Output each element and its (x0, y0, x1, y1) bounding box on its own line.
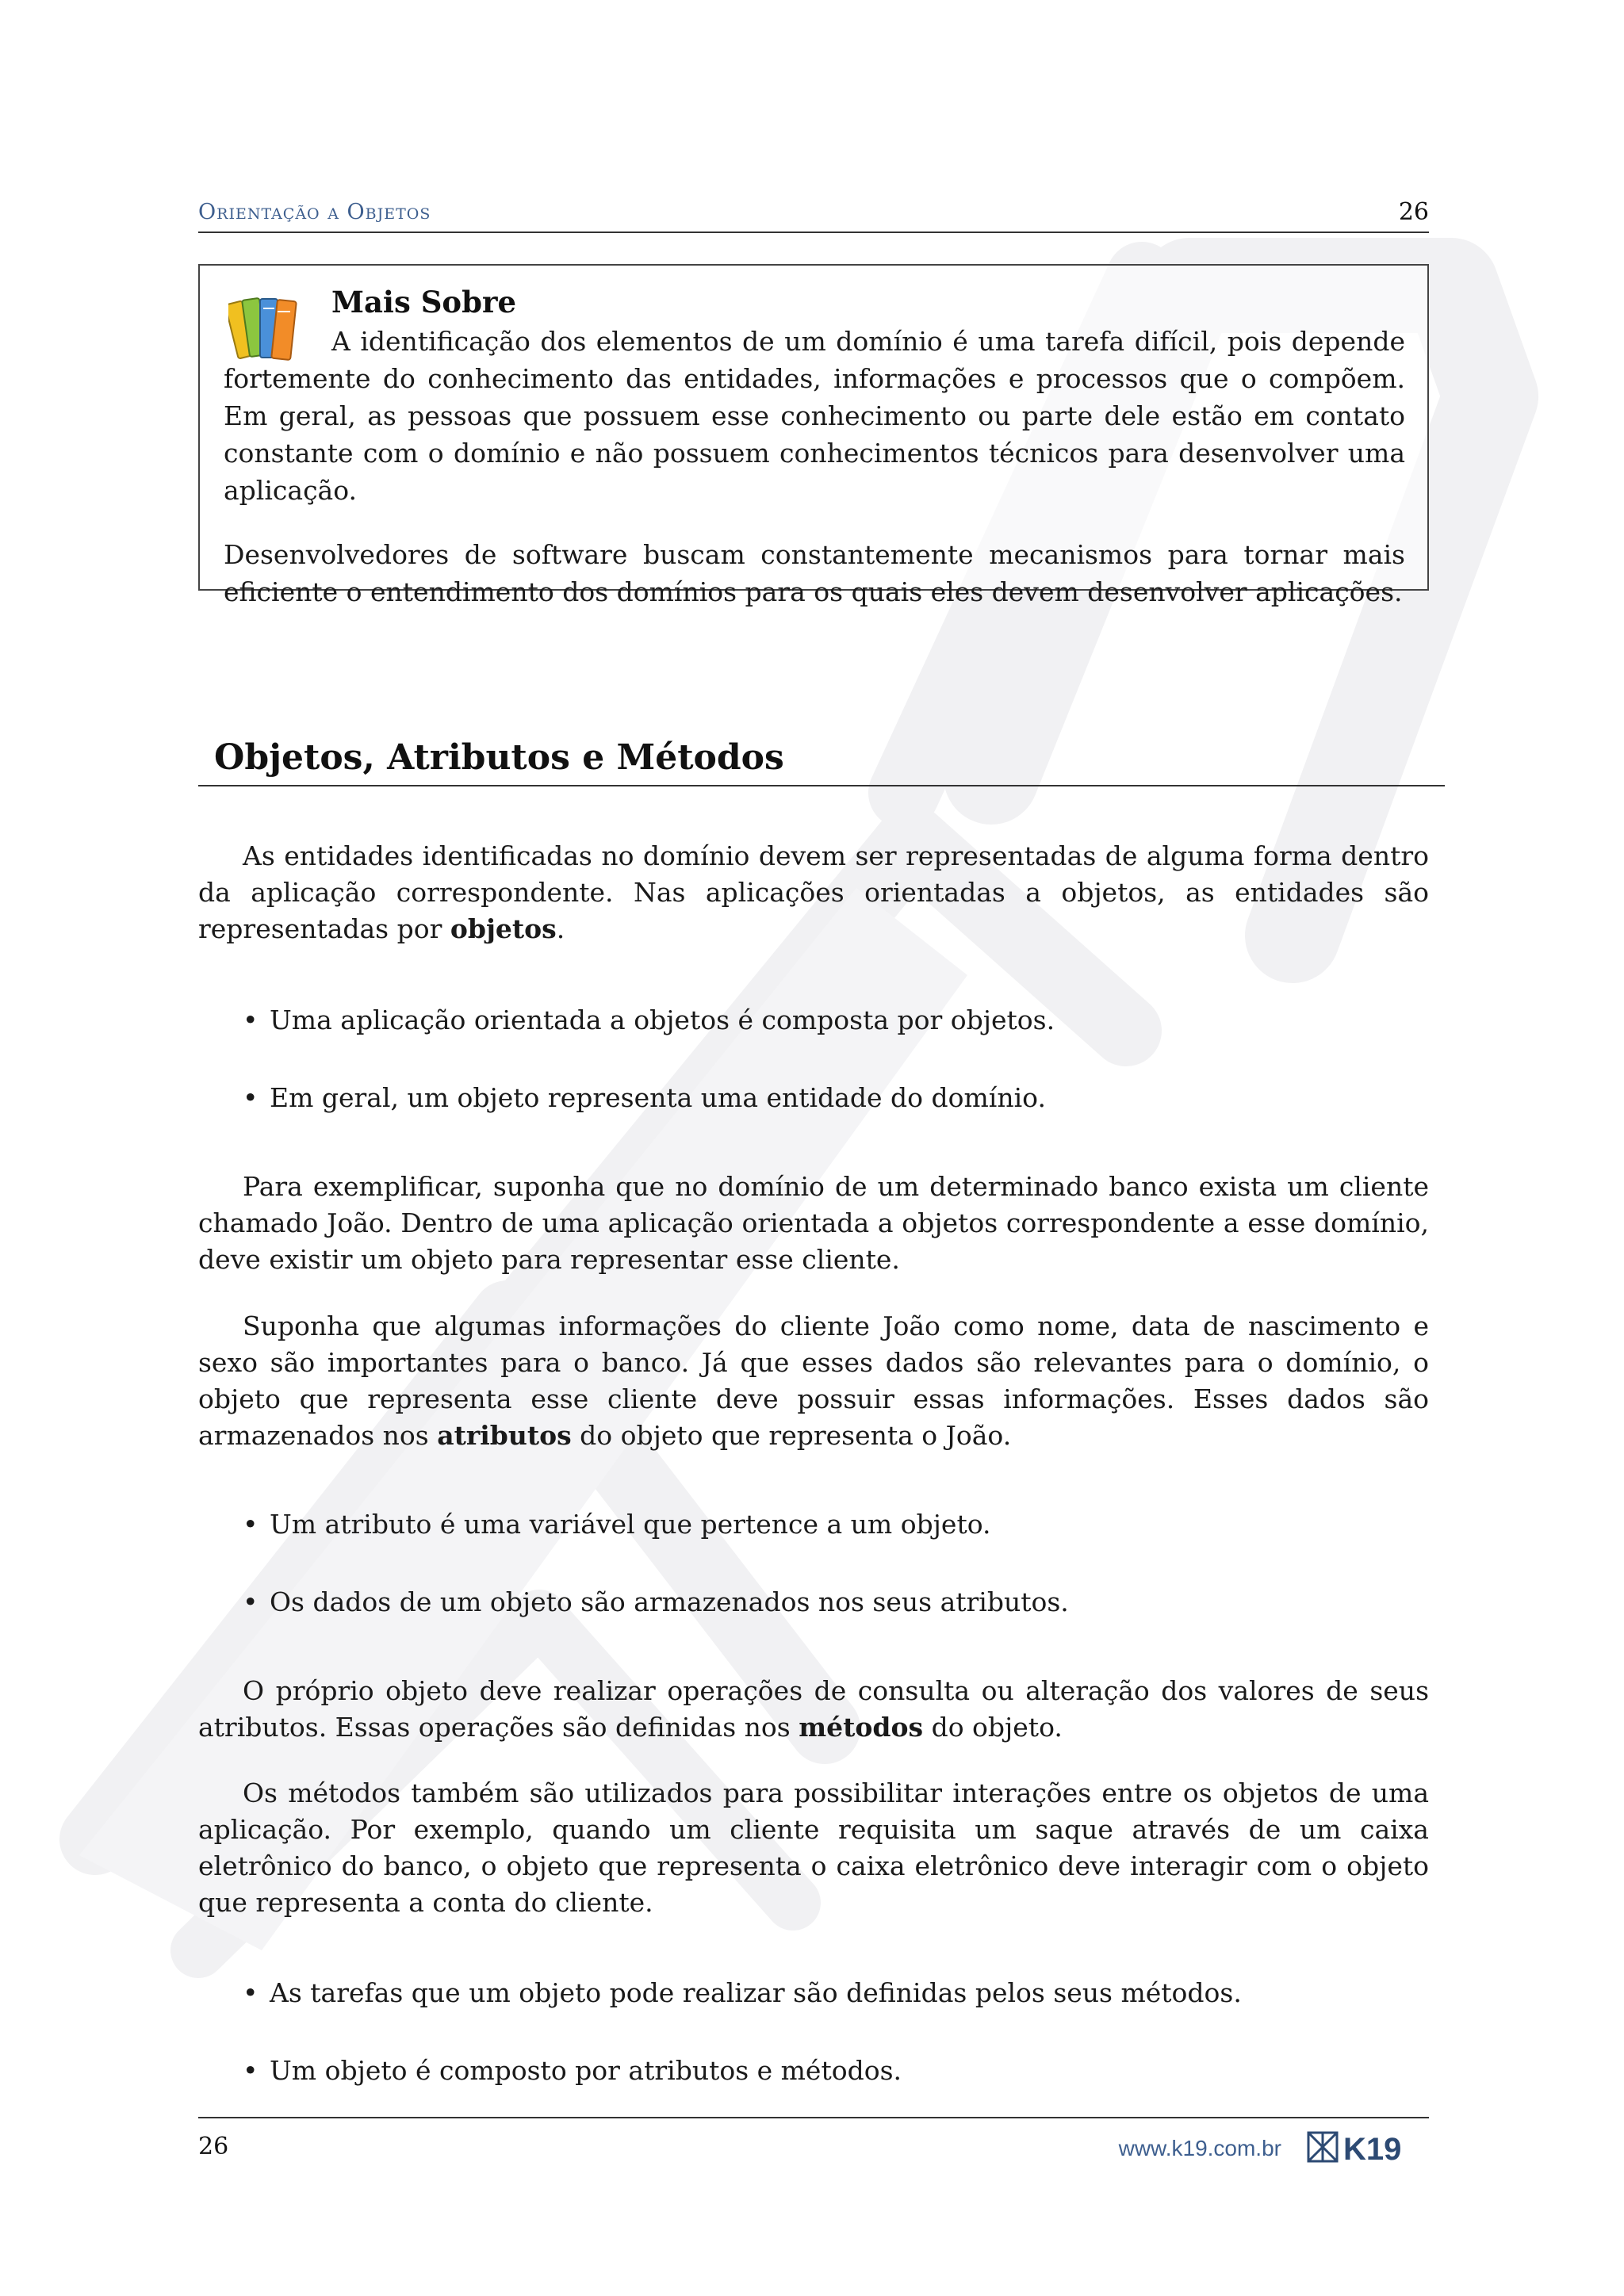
paragraph-4-bold: métodos (799, 1712, 924, 1743)
bullet-dot: • (243, 1509, 259, 1540)
paragraph-3-block (198, 1308, 1429, 1454)
note-body (224, 323, 1405, 610)
paragraph-3-text: Suponha que algumas informações do cliente João como nome, data de nascimento e sexo são importantes para o banco. Já que esses dados são relevantes para o domínio, o objeto que representa esse cliente deve possuir essas informações. Esses dados são armazenados nos (198, 1311, 1429, 1451)
list-item (198, 1002, 1429, 1039)
bullet-text: Uma aplicação orientada a objetos é composta por objetos. (270, 1004, 1055, 1035)
list-item (198, 1975, 1429, 2011)
mais-sobre-box (198, 264, 1429, 607)
paragraph-5-block (198, 1775, 1429, 1921)
note-paragraph-2: Desenvolvedores de software buscam constantemente mecanismos para tornar mais eficiente o entendimento dos domínios para os quais eles devem desenvolver aplicações. (224, 539, 1405, 607)
note-paragraph-1: A identificação dos elementos de um domínio é uma tarefa difícil, pois depende fortemente do conhecimento das entidades, informações e processos que o compõem. Em geral, as pessoas que possuem esse conhecimento ou parte dele estão em contato constante com o domínio e não possuem conhecimentos técnicos para desenvolver uma aplicação. (224, 326, 1405, 506)
list-item (198, 2053, 1429, 2089)
footer-url[interactable]: www.k19.com.br (1118, 2136, 1281, 2160)
bullet-dot: • (243, 2055, 259, 2086)
paragraph-4 (198, 1673, 1429, 1746)
bullet-list-2 (198, 1506, 1429, 1621)
paragraph-1-end: . (556, 913, 565, 944)
bullet-text: As tarefas que um objeto pode realizar são definidas pelos seus métodos. (270, 1977, 1242, 2008)
paragraph-2-block (198, 1169, 1429, 1278)
bullet-dot: • (243, 1004, 259, 1035)
paragraph-4-end: do objeto. (923, 1712, 1063, 1743)
paragraph-1-block (198, 838, 1429, 947)
note-title: Mais Sobre (331, 285, 517, 320)
footer-page-number: 26 (198, 2133, 229, 2160)
list-item (198, 1080, 1429, 1116)
paragraph-4-text: O próprio objeto deve realizar operações de consulta ou alteração dos valores de seus atributos. Essas operações são definidas nos (198, 1675, 1429, 1743)
k19-logo-text: K19 (1343, 2132, 1402, 2164)
bullet-text: Um atributo é uma variável que pertence a um objeto. (270, 1509, 991, 1540)
paragraph-3 (198, 1308, 1429, 1454)
chapter-title: Orientação a Objetos (198, 200, 431, 224)
paragraph-4-block (198, 1673, 1429, 1746)
paragraph-5: Os métodos também são utilizados para possibilitar interações entre os objetos de uma aplicação. Por exemplo, quando um cliente requisita um saque através de um caixa eletrônico do banco, o objeto que representa o caixa eletrônico deve interagir com o objeto que representa a conta do cliente. (198, 1777, 1429, 1918)
paragraph-1-bold: objetos (450, 913, 557, 944)
bullet-text: Os dados de um objeto são armazenados nos seus atributos. (270, 1586, 1069, 1617)
section-title: Objetos, Atributos e Métodos (214, 737, 784, 778)
k19-logo (1307, 2130, 1429, 2164)
bullet-list-3 (198, 1975, 1429, 2089)
running-header (198, 197, 1429, 233)
paragraph-1-text: As entidades identificadas no domínio devem ser representadas de alguma forma dentro da aplicação correspondente. Nas aplicações orientadas a objetos, as entidades são representadas por (198, 840, 1429, 944)
list-item (198, 1584, 1429, 1621)
bullet-list-1 (198, 1002, 1429, 1116)
list-item (198, 1506, 1429, 1543)
section-heading (198, 737, 1445, 786)
header-page-number: 26 (1398, 198, 1429, 226)
running-footer (198, 2117, 1429, 2182)
bullet-dot: • (243, 1082, 259, 1113)
bullet-dot: • (243, 1977, 259, 2008)
paragraph-2: Para exemplificar, suponha que no domínio de um determinado banco exista um cliente chamado João. Dentro de uma aplicação orientada a objetos correspondente a esse domínio, deve existir um objeto para representar esse cliente. (198, 1171, 1429, 1275)
bullet-text: Em geral, um objeto representa uma entidade do domínio. (270, 1082, 1046, 1113)
paragraph-3-end: do objeto que representa o João. (571, 1420, 1012, 1451)
paragraph-1 (198, 838, 1429, 947)
paragraph-3-bold: atributos (437, 1420, 572, 1451)
bullet-text: Um objeto é composto por atributos e métodos. (270, 2055, 902, 2086)
bullet-dot: • (243, 1586, 259, 1617)
